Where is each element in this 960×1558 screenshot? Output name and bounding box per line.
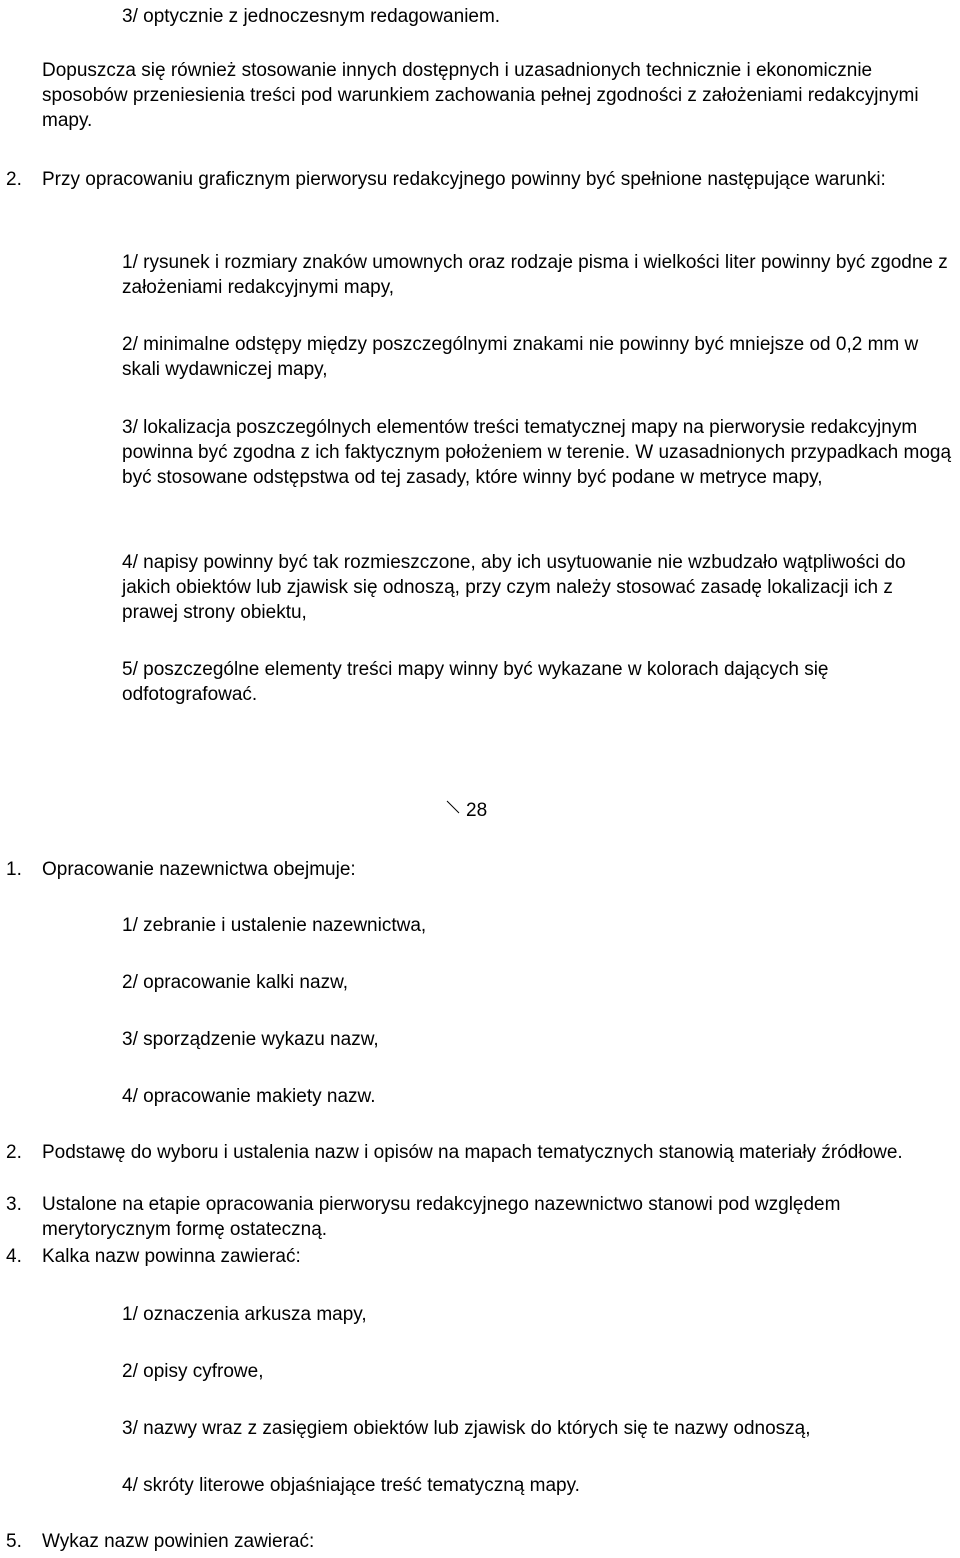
condition-item-2: 2/ minimalne odstępy między poszczególnymi znakami nie powinny być mniejsze od 0,2 mm w skali wydawniczej mapy,: [122, 334, 919, 380]
kalka-item-4: 4/ skróty literowe objaśniające treść tematyczną mapy.: [122, 1475, 580, 1496]
nazew-3-text: Ustalone na etapie opracowania pierworysu redakcyjnego nazewnictwo stanowi pod względem merytorycznym formę ostateczną.: [42, 1194, 841, 1240]
page-number-mark: [446, 800, 460, 814]
page-number: [466, 800, 487, 822]
kalka-item-1: 1/ oznaczenia arkusza mapy,: [122, 1304, 367, 1325]
nazew-4-number: 4.: [6, 1246, 22, 1267]
condition-item-1: 1/ rysunek i rozmiary znaków umownych oraz rodzaje pisma i wielkości liter powinny być zgodne z założeniami redakcyjnymi mapy,: [122, 252, 948, 298]
condition-item-3: 3/ lokalizacja poszczególnych elementów treści tematycznej mapy na pierworysie redakcyjnym powinna być zgodna z ich faktycznym położeniem w terenie. W uzasadnionych przypadkach mogą być stosowane odstępstwa od tej zasady, które winny być podane w metryce mapy,: [122, 417, 952, 488]
condition-item-5: 5/ poszczególne elementy treści mapy winny być wykazane w kolorach dających się odfotografować.: [122, 659, 829, 705]
nazew-5-number: 5.: [6, 1531, 22, 1552]
nazew-1-text: Opracowanie nazewnictwa obejmuje:: [42, 859, 356, 880]
nazew-5-text: Wykaz nazw powinien zawierać:: [42, 1531, 315, 1552]
nazew-4-text: Kalka nazw powinna zawierać:: [42, 1246, 301, 1267]
nazew-item-1: 1/ zebranie i ustalenie nazewnictwa,: [122, 915, 427, 936]
paragraph-other-methods: Dopuszcza się również stosowanie innych dostępnych i uzasadnionych technicznie i ekonomicznie sposobów przeniesienia treści pod warunkiem zachowania pełnej zgodności z założeniami redakcyjnymi mapy.: [42, 60, 919, 131]
section-2-number: 2.: [6, 169, 22, 190]
section-2-intro-text: Przy opracowaniu graficznym pierworysu redakcyjnego powinny być spełnione następujące warunki:: [42, 169, 886, 190]
nazew-1-number: 1.: [6, 859, 22, 880]
kalka-item-2: 2/ opisy cyfrowe,: [122, 1361, 264, 1382]
section-2-intro: [42, 167, 947, 192]
nazew-2-number: 2.: [6, 1142, 22, 1163]
item-3-optical: 3/ optycznie z jednoczesnym redagowaniem.: [122, 6, 501, 27]
condition-item-4: 4/ napisy powinny być tak rozmieszczone, aby ich usytuowanie nie wzbudzało wątpliwości do jakich obiektów lub zjawisk się odnoszą, przy czym należy stosować zasadę lokalizacji ich z prawej strony obiektu,: [122, 552, 906, 623]
nazew-item-4: 4/ opracowanie makiety nazw.: [122, 1086, 376, 1107]
nazew-item-2: 2/ opracowanie kalki nazw,: [122, 972, 349, 993]
nazew-2-text: Podstawę do wyboru i ustalenia nazw i opisów na mapach tematycznych stanowią materiały źródłowe.: [42, 1142, 903, 1163]
page-number-text: 28: [466, 800, 488, 821]
nazew-item-3: 3/ sporządzenie wykazu nazw,: [122, 1029, 379, 1050]
nazew-3-number: 3.: [6, 1194, 22, 1215]
kalka-item-3: 3/ nazwy wraz z zasięgiem obiektów lub zjawisk do których się te nazwy odnoszą,: [122, 1418, 811, 1439]
